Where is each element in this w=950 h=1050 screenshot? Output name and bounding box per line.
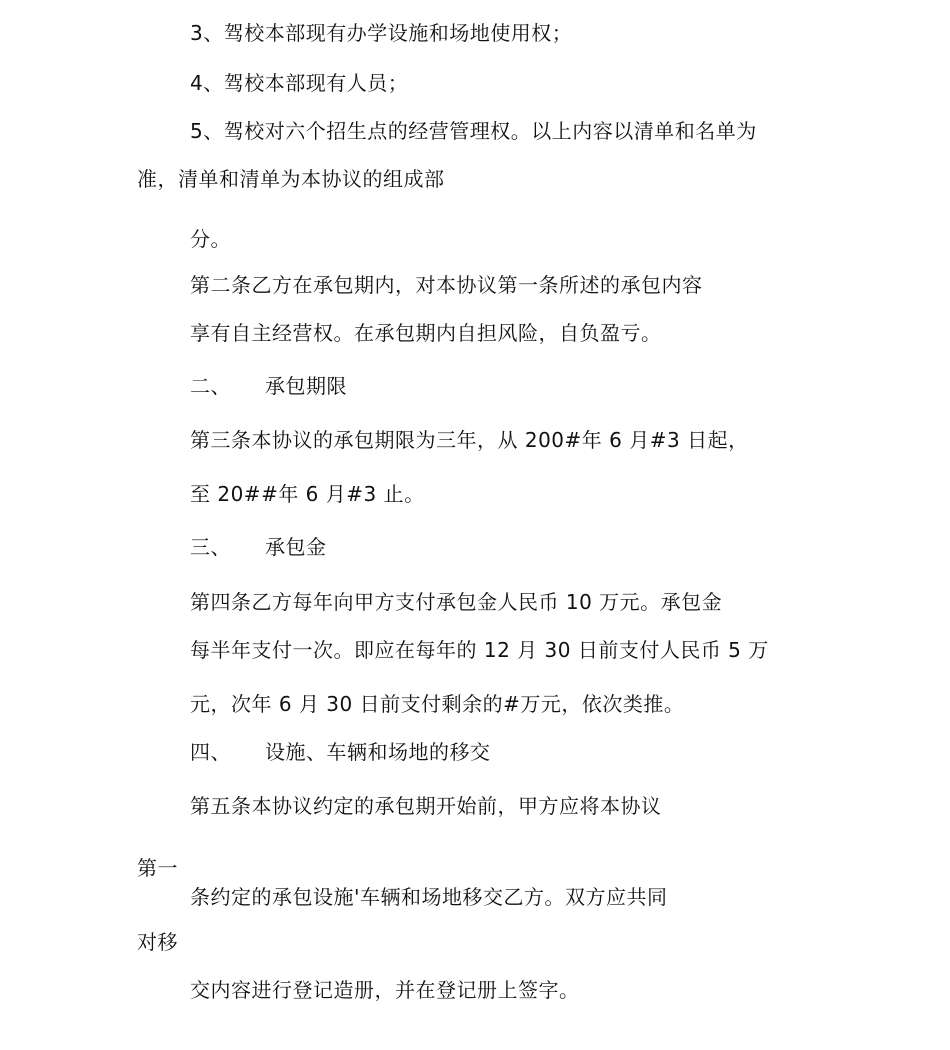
article-2-line-2: 享有自主经营权。在承包期内自担风险，自负盈亏。 bbox=[190, 321, 662, 345]
section-title: 设施、车辆和场地的移交 bbox=[265, 740, 491, 764]
article-5-line-3: 交内容进行登记造册，并在登记册上签字。 bbox=[190, 978, 580, 1002]
article-5-fragment-1: 第一 bbox=[137, 856, 178, 880]
article-4-line-1: 第四条乙方每年向甲方支付承包金人民币 10 万元。承包金 bbox=[190, 590, 723, 614]
article-5-line-2: 条约定的承包设施'车辆和场地移交乙方。双方应共同 bbox=[190, 885, 668, 909]
article-5-line-1: 第五条本协议约定的承包期开始前，甲方应将本协议 bbox=[190, 794, 662, 818]
article-3-line-1: 第三条本协议的承包期限为三年，从 200#年 6 月#3 日起， bbox=[190, 428, 749, 452]
item-5-ending: 分。 bbox=[190, 227, 231, 251]
article-5-fragment-2: 对移 bbox=[137, 930, 178, 954]
section-title: 承包金 bbox=[265, 535, 327, 559]
section-heading-2 bbox=[190, 373, 347, 399]
section-title: 承包期限 bbox=[265, 374, 347, 398]
section-heading-4 bbox=[190, 739, 491, 765]
section-heading-3 bbox=[190, 534, 327, 560]
article-4-line-3: 元，次年 6 月 30 日前支付剩余的#万元，依次类推。 bbox=[190, 692, 685, 716]
item-4-line: 4、驾校本部现有人员； bbox=[190, 71, 409, 95]
section-number: 三、 bbox=[190, 535, 231, 559]
item-3-line: 3、驾校本部现有办学设施和场地使用权； bbox=[190, 21, 573, 45]
section-number: 四、 bbox=[190, 740, 231, 764]
article-2-line-1: 第二条乙方在承包期内，对本协议第一条所述的承包内容 bbox=[190, 273, 703, 297]
item-5-line: 5、驾校对六个招生点的经营管理权。以上内容以清单和名单为 bbox=[190, 119, 757, 143]
article-3-line-2: 至 20##年 6 月#3 止。 bbox=[190, 482, 425, 506]
item-5-continuation: 准，清单和清单为本协议的组成部 bbox=[137, 167, 445, 191]
article-4-line-2: 每半年支付一次。即应在每年的 12 月 30 日前支付人民币 5 万 bbox=[190, 638, 769, 662]
section-number: 二、 bbox=[190, 374, 231, 398]
